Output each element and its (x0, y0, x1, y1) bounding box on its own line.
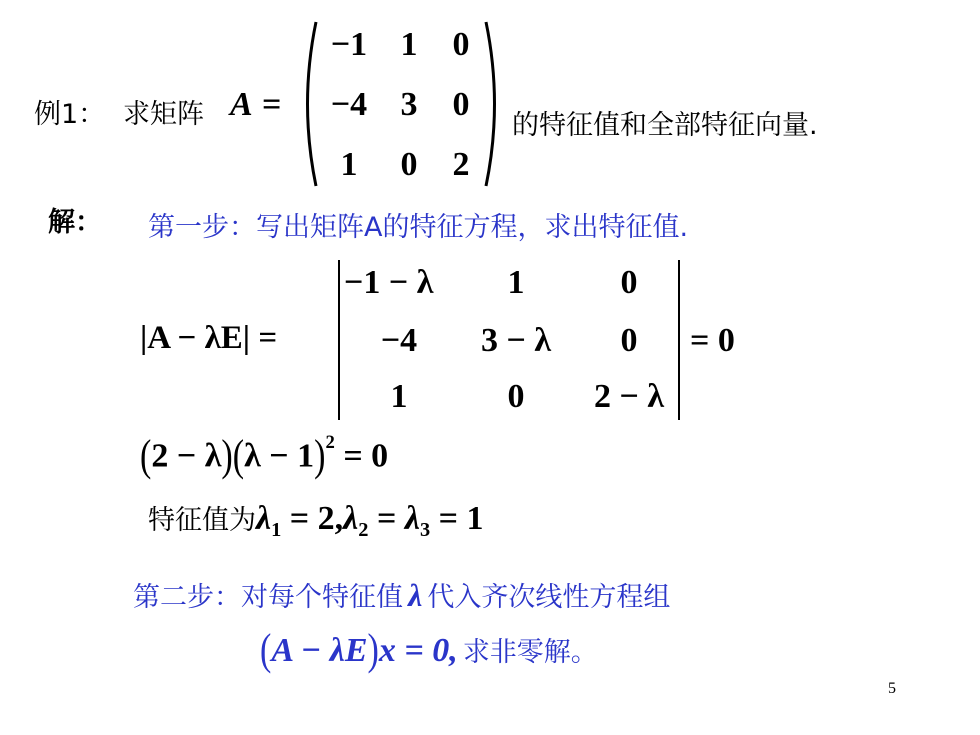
subscript: 3 (419, 519, 431, 542)
lambda-3: λ (404, 500, 420, 537)
left-paren (296, 18, 320, 190)
homog-suffix: 求非零解。 (462, 637, 598, 668)
step2-heading (133, 575, 670, 614)
open-paren: ( (260, 626, 272, 675)
subscript: 1 (271, 519, 282, 542)
det-cell: −1 − λ (344, 264, 434, 301)
matrix-cell: 1 (340, 146, 358, 183)
det-left-bar (338, 260, 340, 420)
lambda-2: λ (343, 500, 359, 537)
factored-equation (140, 431, 389, 481)
matrix-cell: 0 (452, 26, 470, 63)
subscript: 2 (358, 519, 369, 542)
det-rhs: = 0 (690, 322, 735, 359)
det-lhs: |A − λE| = (140, 320, 278, 356)
matrix-cell: −1 (330, 26, 368, 63)
open-paren: ( (140, 431, 152, 481)
matrix-A (296, 18, 506, 190)
step2-lambda: λ (408, 577, 423, 613)
eig-equals: = (368, 500, 405, 537)
close-paren: ) (367, 626, 379, 675)
example-label: 例1： (34, 99, 106, 130)
factor-b: λ − 1 (244, 437, 315, 475)
homog-rest: x = 0, (378, 632, 458, 669)
det-cell: 2 − λ (593, 378, 665, 415)
det-cell: 3 − λ (480, 322, 552, 359)
example-prompt: 求矩阵 (123, 99, 204, 130)
exponent: 2 (325, 432, 335, 453)
lambda-1: λ (256, 500, 272, 537)
close-paren: ) (314, 431, 326, 481)
det-right-bar (678, 260, 680, 420)
det-cell: 0 (620, 264, 638, 301)
matrix-cell: 0 (452, 86, 470, 123)
homogeneous-system (260, 626, 598, 675)
matrix-name: A (230, 86, 253, 123)
eig-value: = 1 (430, 500, 484, 537)
matrix-cell: 2 (452, 146, 470, 183)
det-cell: 1 (507, 264, 525, 301)
determinant (336, 258, 682, 422)
det-cell: 0 (620, 322, 638, 359)
factor-a: 2 − λ (151, 437, 222, 475)
close-paren: ) (221, 431, 233, 481)
det-cell: 0 (507, 378, 525, 415)
open-paren: ( (232, 431, 245, 481)
equals-sign: = (262, 86, 282, 123)
step2-text: 代入齐次线性方程组 (427, 582, 671, 613)
solution-label: 解： (48, 207, 102, 238)
homog-inner: A − λE (271, 632, 368, 669)
factored-rhs: = 0 (343, 437, 389, 475)
matrix-cell: −4 (330, 86, 368, 123)
eig-value: = 2, (281, 500, 344, 537)
matrix-cell: 3 (400, 86, 418, 123)
step1-heading: 第一步：写出矩阵A的特征方程，求出特征值. (148, 212, 689, 243)
page-number: 5 (888, 680, 896, 697)
matrix-cell: 0 (400, 146, 418, 183)
example-suffix: 的特征值和全部特征向量. (512, 110, 818, 141)
eigenvalues-line (148, 498, 484, 542)
det-cell: 1 (390, 378, 408, 415)
det-cell: −4 (380, 322, 418, 359)
step2-text: 第二步：对每个特征值 (133, 582, 403, 613)
eig-prefix: 特征值为 (148, 505, 256, 536)
matrix-cell: 1 (400, 26, 418, 63)
